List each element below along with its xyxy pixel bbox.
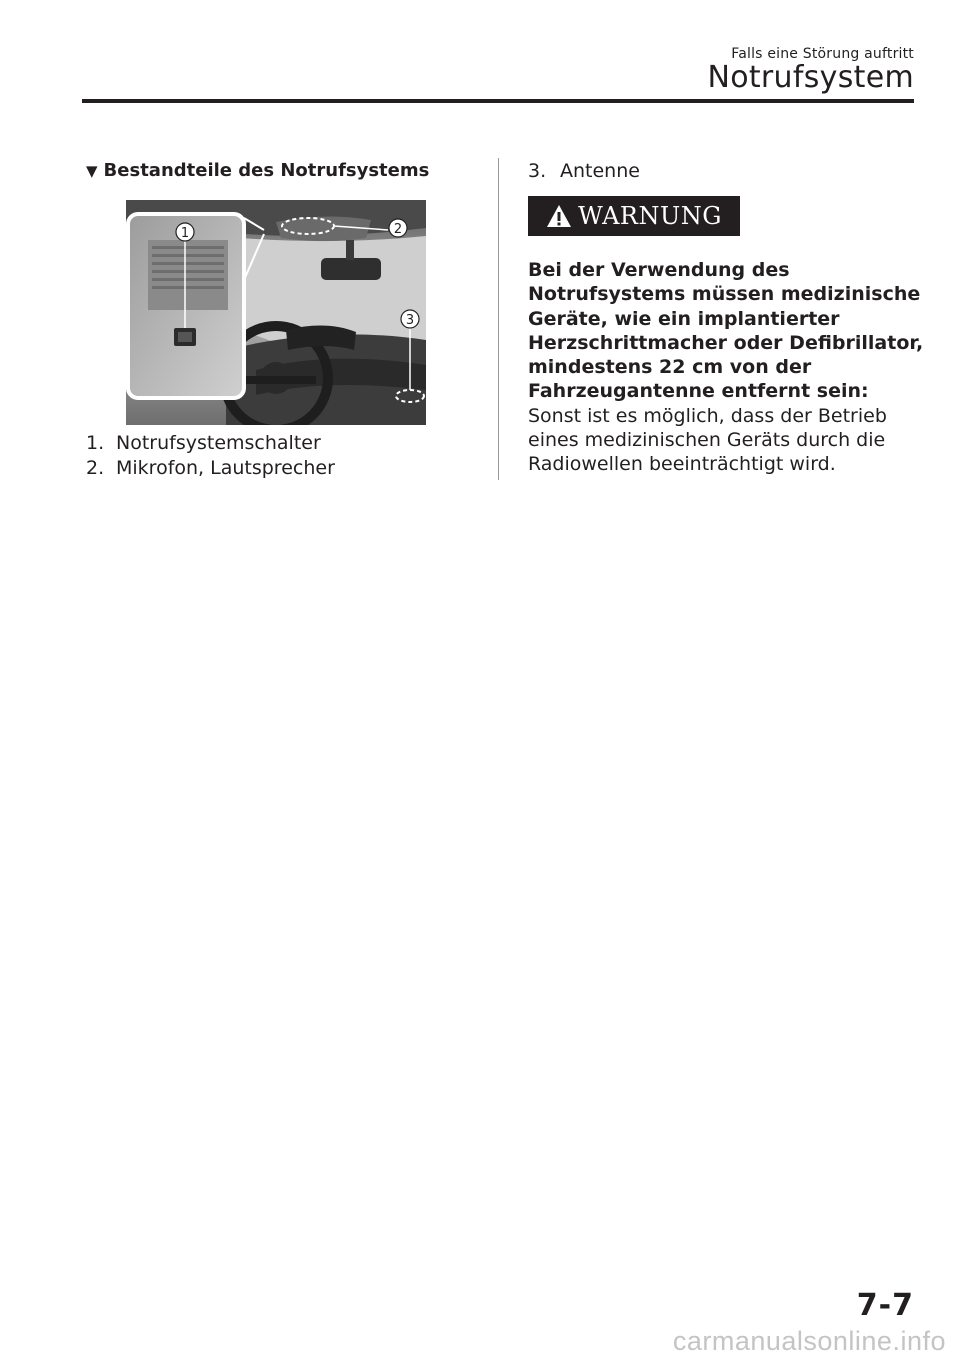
svg-text:2: 2	[393, 222, 403, 237]
warning-bold-line: Herzschrittmacher oder Defibrillator,	[528, 331, 924, 354]
warning-bold-line: Bei der Verwendung des	[528, 259, 790, 281]
svg-text:3: 3	[405, 313, 415, 328]
warning-plain-line: Radiowellen beeinträchtigt wird.	[528, 453, 836, 476]
caption-text: Antenne	[560, 160, 640, 182]
caption-number: 2.	[86, 457, 105, 479]
warning-plain-line: Sonst ist es möglich, dass der Betrieb	[528, 404, 887, 427]
warning-text	[528, 258, 928, 477]
page-title: Notrufsystem	[707, 60, 914, 95]
header-divider	[82, 99, 914, 103]
page-number: 7-7	[856, 1288, 914, 1323]
caption-item	[86, 456, 335, 481]
warning-label: WARNUNG	[578, 202, 722, 230]
warning-bold-line: Fahrzeugantenne entfernt sein:	[528, 380, 869, 403]
caption-text: Mikrofon, Lautsprecher	[116, 457, 335, 479]
section-heading-text: Bestandteile des Notrufsystems	[103, 160, 430, 181]
caption-item	[86, 431, 335, 456]
callout-1	[176, 223, 194, 241]
warning-plain-line: eines medizinischen Geräts durch die	[528, 429, 886, 452]
callout-3	[401, 310, 419, 328]
section-heading	[86, 160, 429, 181]
svg-text:1: 1	[180, 226, 190, 241]
warning-triangle-icon	[546, 204, 572, 228]
components-figure	[126, 200, 426, 425]
caption-text: Notrufsystemschalter	[116, 432, 321, 454]
callout-2	[389, 219, 407, 237]
caption-number: 3.	[528, 160, 547, 182]
warning-bold-line: mindestens 22 cm von der	[528, 356, 812, 379]
figure-caption-list	[86, 431, 335, 481]
warning-bold-line: Geräte, wie ein implantierter	[528, 307, 840, 330]
heading-triangle-marker: ▼	[86, 162, 98, 180]
header-section-label: Falls eine Störung auftritt	[731, 46, 914, 62]
column-divider	[498, 158, 499, 480]
caption-item-antenna	[528, 160, 640, 182]
caption-number: 1.	[86, 432, 105, 454]
warning-bold-line: Notrufsystems müssen medizinische	[528, 283, 921, 306]
warning-banner	[528, 196, 740, 236]
watermark: carmanualsonline.info	[672, 1326, 946, 1356]
interior-photo-illustration	[126, 200, 426, 425]
